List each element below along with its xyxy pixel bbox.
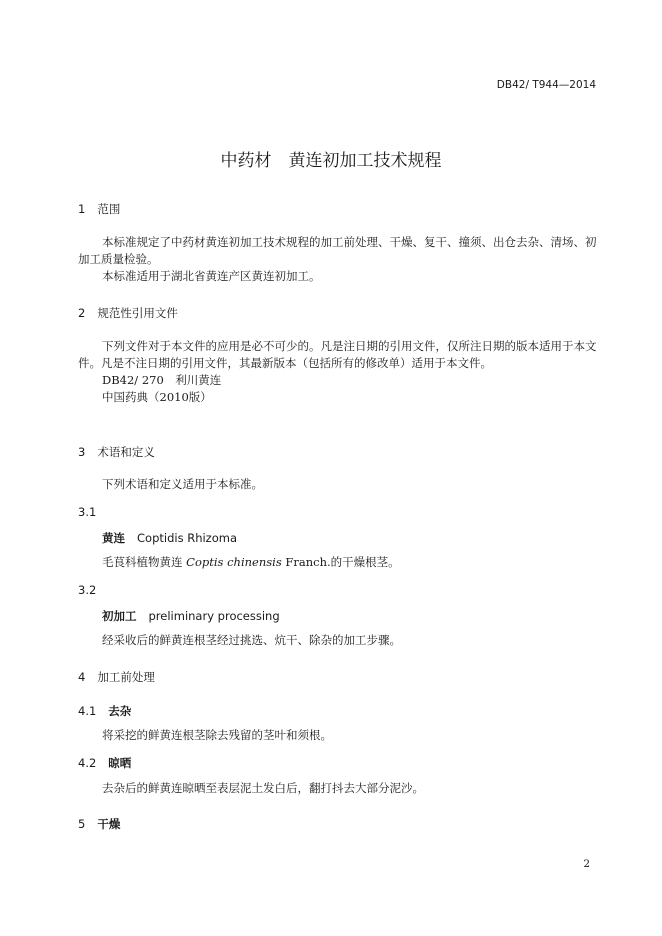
subsection-title: 去杂 xyxy=(108,704,132,718)
paragraph: 件。凡是不注日期的引用文件，其最新版本（包括所有的修改单）适用于本文件。 xyxy=(78,356,492,370)
section-title: 范围 xyxy=(97,202,121,216)
term-heading xyxy=(102,530,237,546)
term-number: 3.2 xyxy=(78,583,97,597)
section-title: 术语和定义 xyxy=(97,445,155,459)
section-title: 规范性引用文件 xyxy=(97,306,178,320)
term-name: 黄连 xyxy=(102,531,125,545)
subsection-4-1-heading xyxy=(78,703,131,719)
subsection-number: 4.1 xyxy=(78,704,97,718)
definition-text: Franch.的干燥根茎。 xyxy=(281,555,400,569)
section-4-heading xyxy=(78,669,155,685)
definition-text: 毛茛科植物黄连 xyxy=(102,555,187,569)
reference-item: DB42/ 270 利川黄连 xyxy=(102,373,222,387)
section-number: 5 xyxy=(78,817,86,831)
section-1-body xyxy=(78,234,598,285)
section-3-heading xyxy=(78,444,155,460)
section-title: 干燥 xyxy=(97,817,121,831)
section-title: 加工前处理 xyxy=(97,670,155,684)
subsection-4-2-text: 去杂后的鲜黄连晾晒至表层泥土发白后，翻打抖去大部分泥沙。 xyxy=(102,781,424,795)
paragraph: 本标准适用于湖北省黄连产区黄连初加工。 xyxy=(102,269,321,283)
paragraph: 下列文件对于本文件的应用是必不可少的。凡是注日期的引用文件，仅所注日期的版本适用于本文 xyxy=(102,339,597,353)
term-english: Coptidis Rhizoma xyxy=(137,531,238,545)
document-number: DB42/ T944—2014 xyxy=(496,79,596,91)
section-1-heading xyxy=(78,201,120,217)
section-number: 3 xyxy=(78,445,86,459)
latin-name: Coptis chinensis xyxy=(186,555,282,569)
term-heading xyxy=(102,608,280,624)
paragraph: 本标准规定了中药材黄连初加工技术规程的加工前处理、干燥、复干、撞须、出仓去杂、清场、初 xyxy=(102,235,597,249)
section-number: 1 xyxy=(78,202,86,216)
term-definition xyxy=(102,554,400,571)
page-number: 2 xyxy=(583,858,590,870)
section-3-intro: 下列术语和定义适用于本标准。 xyxy=(102,477,263,491)
subsection-title: 晾晒 xyxy=(108,756,132,770)
subsection-4-1-text: 将采挖的鲜黄连根茎除去残留的茎叶和须根。 xyxy=(102,728,332,742)
term-definition: 经采收后的鲜黄连根茎经过挑选、炕干、除杂的加工步骤。 xyxy=(102,633,401,647)
document-title: 中药材 黄连初加工技术规程 xyxy=(220,151,442,171)
term-english: preliminary processing xyxy=(148,609,280,623)
term-name: 初加工 xyxy=(102,609,137,623)
section-number: 2 xyxy=(78,306,86,320)
section-5-heading xyxy=(78,816,120,832)
subsection-4-2-heading xyxy=(78,755,131,771)
subsection-number: 4.2 xyxy=(78,756,97,770)
paragraph: 加工质量检验。 xyxy=(78,252,159,266)
section-2-body xyxy=(78,338,600,406)
term-number: 3.1 xyxy=(78,505,97,519)
section-number: 4 xyxy=(78,670,86,684)
section-2-heading xyxy=(78,305,178,321)
reference-item: 中国药典（2010版） xyxy=(102,390,212,404)
